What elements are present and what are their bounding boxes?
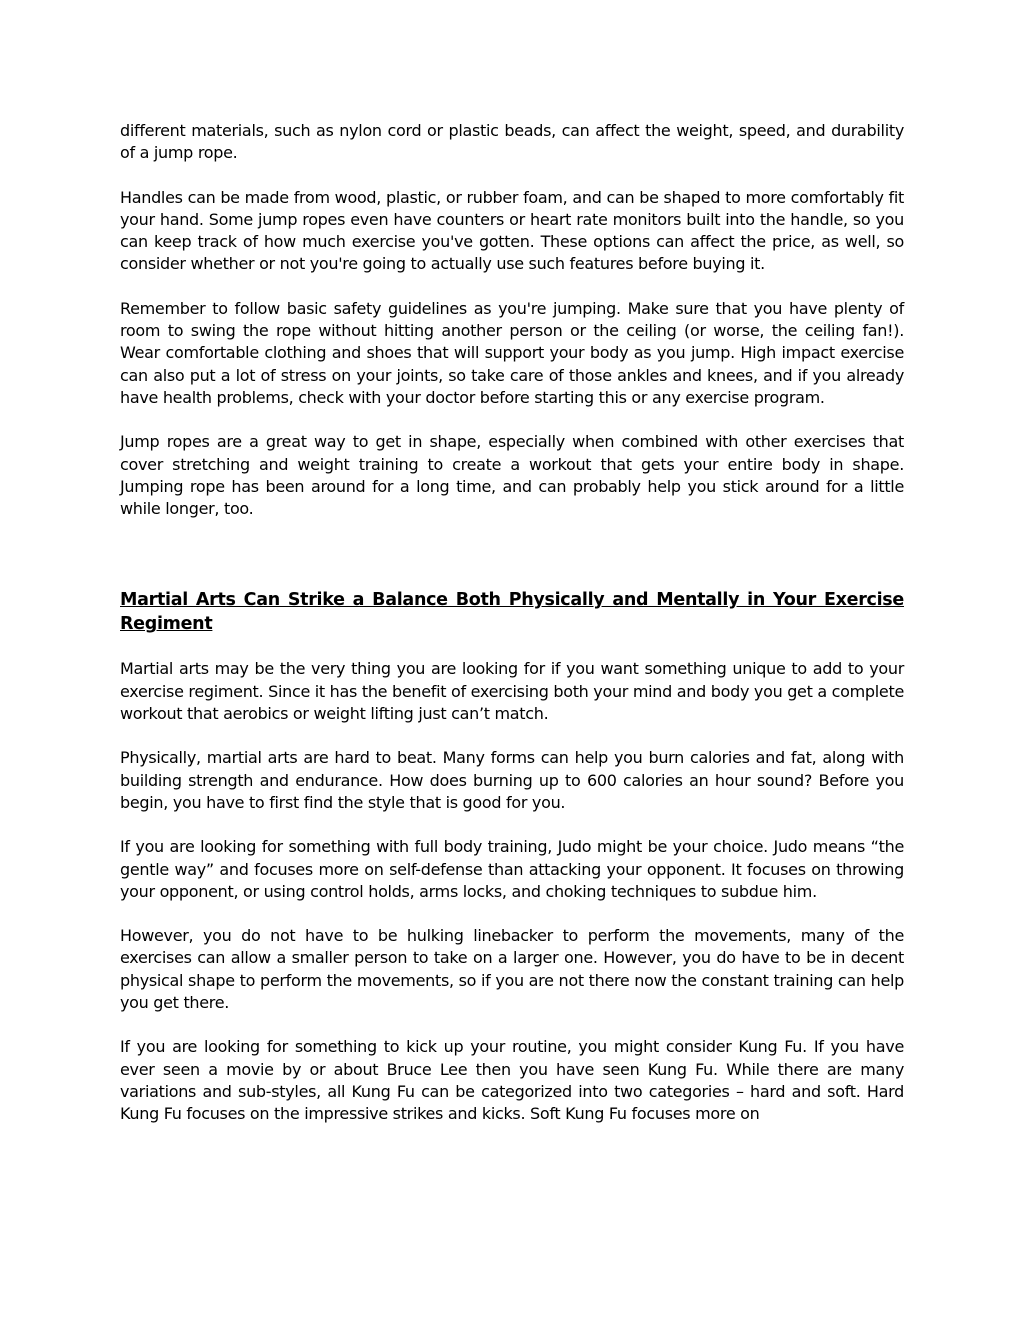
paragraph-martial-arts-intro: Martial arts may be the very thing you are looking for if you want something unique to add to your exercise regiment. Since it has the benefit of exercising both your mind and body you get a complete workout that aerobics or weight lifting just can’t match. — [120, 659, 904, 724]
paragraph-rope-materials: different materials, such as nylon cord or plastic beads, can affect the weight, speed, and durability of a jump rope. — [120, 121, 904, 163]
section-heading-martial-arts: Martial Arts Can Strike a Balance Both Physically and Mentally in Your Exercise Regiment — [120, 590, 904, 635]
paragraph-handles: Handles can be made from wood, plastic, or rubber foam, and can be shaped to more comfortably fit your hand. Some jump ropes even have counters or heart rate monitors built into the handle, so you can keep track of how much exercise you've gotten. These options can affect the price, as well, so consider whether or not you're going to actually use such features before buying it. — [120, 187, 904, 274]
section-spacer — [120, 542, 904, 588]
paragraph-judo-size: However, you do not have to be hulking linebacker to perform the movements, many of the exercises can allow a smaller person to take on a larger one. However, you do have to be in decent physical shape to perform the movements, so if you are not there now the constant training can help you get there. — [120, 926, 904, 1013]
paragraph-jump-rope-summary: Jump ropes are a great way to get in shape, especially when combined with other exercises that cover stretching and weight training to create a workout that gets your entire body in shape. Jumping rope has been around for a long time, and can probably help you stick around for a little while longer, too. — [120, 432, 904, 519]
paragraph-physical-benefits: Physically, martial arts are hard to beat. Many forms can help you burn calories and fat, along with building strength and endurance. How does burning up to 600 calories an hour sound? Before you begin, you have to first find the style that is good for you. — [120, 748, 904, 812]
paragraph-safety: Remember to follow basic safety guidelines as you're jumping. Make sure that you have plenty of room to swing the rope without hitting another person or the ceiling (or worse, the ceiling fan!). Wear comfortable clothing and shoes that will support your body as you jump. High impact exercise can also put a lot of stress on your joints, so take care of those ankles and knees, and if you already have health problems, check with your doctor before starting this or any exercise program. — [120, 298, 904, 407]
paragraph-judo: If you are looking for something with full body training, Judo might be your choice. Judo means “the gentle way” and focuses more on self-defense than attacking your opponent. It focuses on throwing your opponent, or using control holds, arms locks, and choking techniques to subdue him. — [120, 837, 904, 901]
document-page — [120, 120, 904, 1148]
paragraph-kung-fu: If you are looking for something to kick up your routine, you might consider Kung Fu. If you have ever seen a movie by or about Bruce Lee then you have seen Kung Fu. While there are many variations and sub-styles, all Kung Fu can be categorized into two categories – hard and soft. Hard Kung Fu focuses on the impressive strikes and kicks. Soft Kung Fu focuses more on — [120, 1037, 904, 1124]
